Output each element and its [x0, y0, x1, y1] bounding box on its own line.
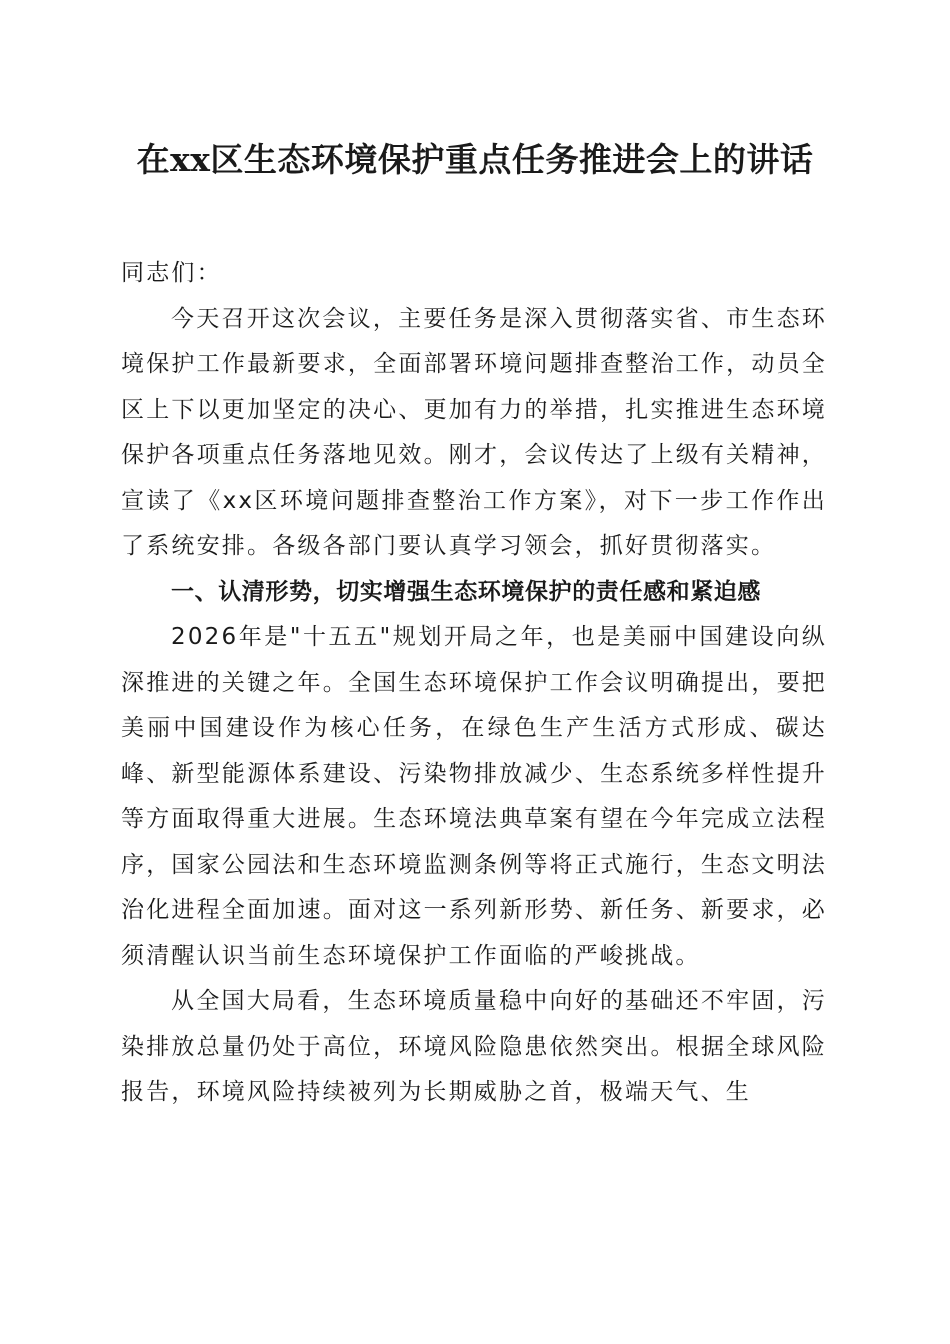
document-body — [121, 251, 827, 1116]
salutation: 同志们： — [121, 260, 222, 286]
intro-paragraph: 今天召开这次会议，主要任务是深入贯彻落实省、市生态环境保护工作最新要求，全面部署环境问题排查整治工作，动员全区上下以更加坚定的决心、更加有力的举措，扎实推进生态环境保护各项重点任务落地见效。刚才，会议传达了上级有关精神，宣读了《xx区环境问题排查整治工作方案》，对下一步工作作出了系统安排。各级各部门要认真学习领会，抓好贯彻落实。 — [121, 305, 827, 559]
document-title: 在xx区生态环境保护重点任务推进会上的讲话 — [136, 140, 814, 179]
section-paragraph: 从全国大局看，生态环境质量稳中向好的基础还不牢固，污染排放总量仍处于高位，环境风险隐患依然突出。根据全球风险报告，环境风险持续被列为长期威胁之首，极端天气、生 — [121, 988, 827, 1105]
section-paragraph: 2026年是"十五五"规划开局之年，也是美丽中国建设向纵深推进的关键之年。全国生态环境保护工作会议明确提出，要把美丽中国建设作为核心任务，在绿色生产生活方式形成、碳达峰、新型能源体系建设、污染物排放减少、生态系统多样性提升等方面取得重大进展。生态环境法典草案有望在今年完成立法程序，国家公园法和生态环境监测条例等将正式施行，生态文明法治化进程全面加速。面对这一系列新形势、新任务、新要求，必须清醒认识当前生态环境保护工作面临的严峻挑战。 — [121, 624, 827, 969]
section-heading: 一、认清形势，切实增强生态环境保护的责任感和紧迫感 — [171, 578, 761, 605]
